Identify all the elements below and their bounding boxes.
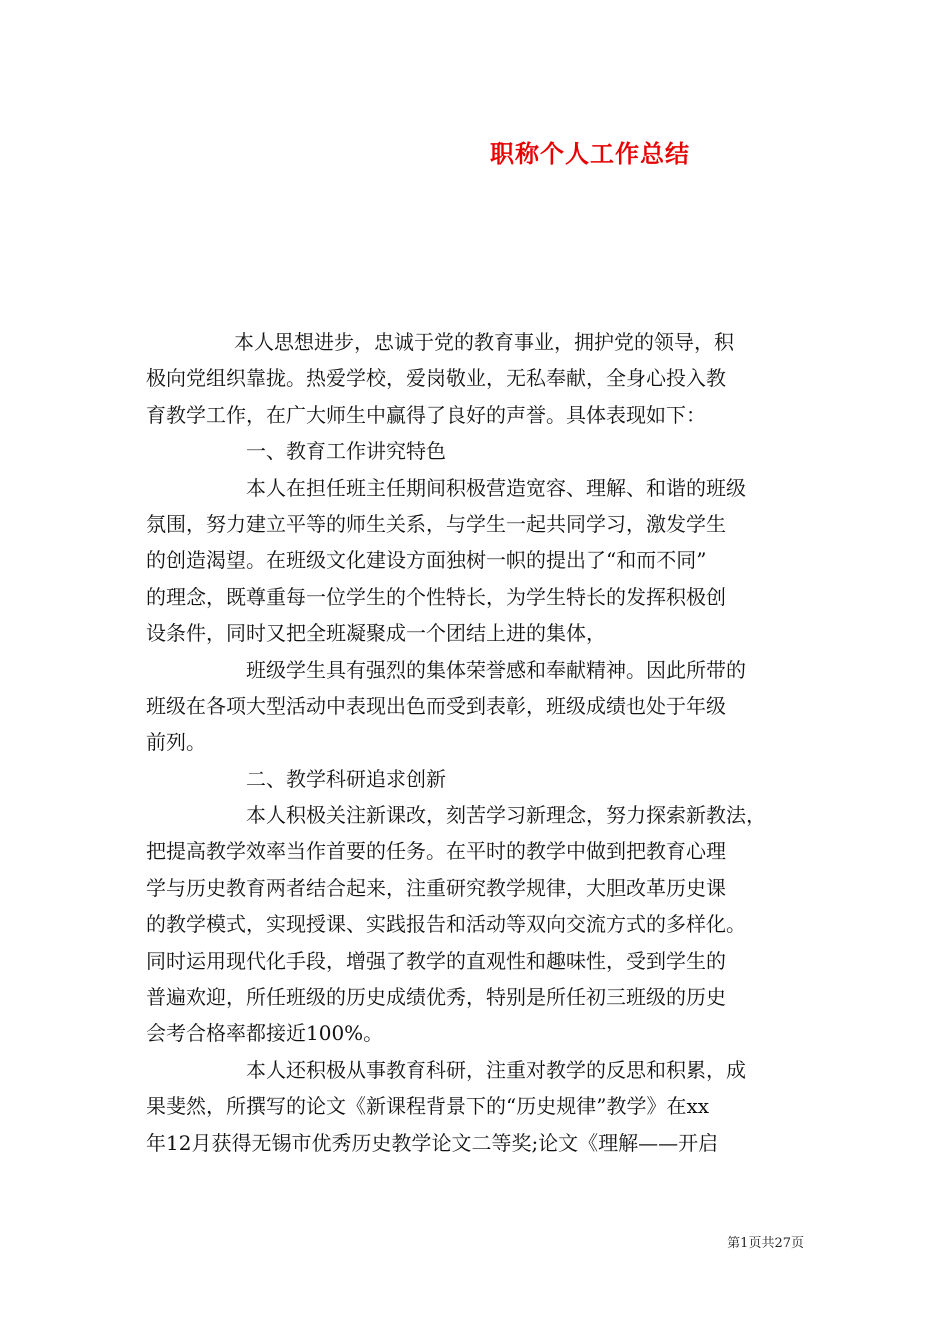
paragraph-line: 的教学模式，实现授课、实践报告和活动等双向交流方式的多样化。 [146, 912, 746, 937]
page-number: 第1页共27页 [727, 1236, 804, 1251]
paragraph-line: 学与历史教育两者结合起来，注重研究教学规律，大胆改革历史课 [146, 875, 726, 900]
paragraph-line: 班级学生具有强烈的集体荣誉感和奉献精神。因此所带的 [246, 657, 746, 682]
paragraph-line: 果斐然，所撰写的论文《新课程背景下的“历史规律”教学》在xx [146, 1094, 710, 1119]
paragraph-line: 把提高教学效率当作首要的任务。在平时的教学中做到把教育心理 [146, 839, 726, 864]
paragraph-line: 氛围，努力建立平等的师生关系，与学生一起共同学习，激发学生 [146, 511, 726, 536]
paragraph-line: 会考合格率都接近100%。 [146, 1021, 384, 1046]
paragraph-line: 前列。 [146, 730, 206, 755]
paragraph-line: 的理念，既尊重每一位学生的个性特长，为学生特长的发挥积极创 [146, 584, 726, 609]
paragraph-line: 同时运用现代化手段，增强了教学的直观性和趣味性，受到学生的 [146, 948, 726, 973]
paragraph-line: 年12月获得无锡市优秀历史教学论文二等奖;论文《理解——开启 [146, 1130, 719, 1155]
paragraph-line: 本人积极关注新课改，刻苦学习新理念，努力探索新教法， [246, 803, 766, 828]
paragraph-line: 本人思想进步，忠诚于党的教育事业，拥护党的领导，积 [234, 330, 734, 354]
paragraph-line: 本人在担任班主任期间积极营造宽容、理解、和谐的班级 [246, 475, 746, 500]
paragraph-line: 普遍欢迎，所任班级的历史成绩优秀，特别是所任初三班级的历史 [146, 985, 726, 1010]
paragraph-line: 的创造渴望。在班级文化建设方面独树一帜的提出了“和而不同” [146, 548, 707, 573]
paragraph-line: 极向党组织靠拢。热爱学校，爱岗敬业，无私奉献，全身心投入教 [146, 366, 726, 391]
page-title: 职称个人工作总结 [490, 139, 690, 168]
section-heading: 一、教育工作讲究特色 [246, 439, 446, 464]
section-heading: 二、教学科研追求创新 [246, 766, 446, 791]
paragraph-line: 设条件，同时又把全班凝聚成一个团结上进的集体， [146, 621, 606, 646]
paragraph-line: 班级在各项大型活动中表现出色而受到表彰，班级成绩也处于年级 [146, 693, 726, 718]
paragraph-line: 本人还积极从事教育科研，注重对教学的反思和积累，成 [246, 1057, 746, 1082]
paragraph-line: 育教学工作，在广大师生中赢得了良好的声誉。具体表现如下： [146, 402, 706, 427]
document-body [146, 324, 810, 1161]
